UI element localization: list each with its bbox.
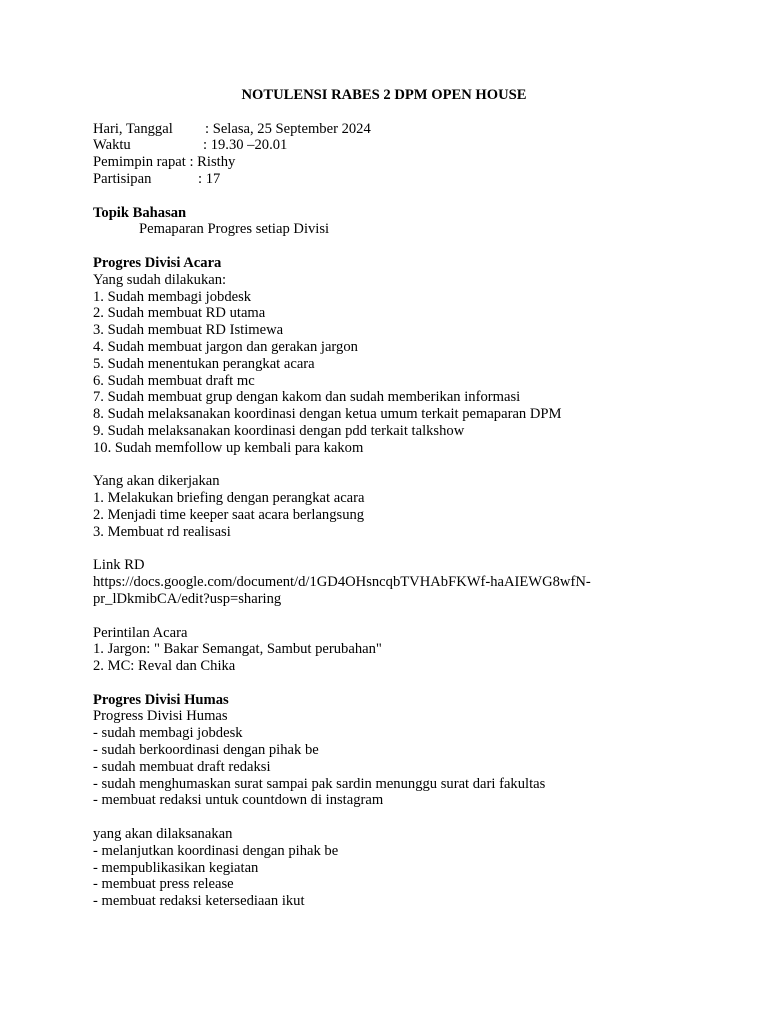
spacer (93, 188, 728, 205)
meta-label: Partisipan (93, 170, 152, 187)
list-item: - membuat press release (93, 876, 234, 893)
meta-value: : Risthy (189, 154, 236, 171)
list-item: 2. MC: Reval dan Chika (93, 658, 236, 675)
meta-label: Hari, Tanggal (93, 120, 173, 137)
list-item: 5. Sudah menentukan perangkat acara (93, 355, 315, 372)
list-item: 7. Sudah membuat grup dengan kakom dan sudah memberikan informasi (93, 389, 521, 406)
list-item: 2. Menjadi time keeper saat acara berlangsung (93, 506, 365, 523)
spacer (93, 238, 728, 255)
section-heading-topik: Topik Bahasan (93, 204, 187, 221)
perintilan-label: Perintilan Acara (93, 624, 188, 641)
meta-row-partisipan (93, 171, 728, 188)
list-item: 9. Sudah melaksanakan koordinasi dengan pdd terkait talkshow (93, 422, 465, 439)
list-item: - membuat redaksi untuk countdown di instagram (93, 792, 384, 809)
list-item: 2. Sudah membuat RD utama (93, 305, 266, 322)
humas-sub-label: Progress Divisi Humas (93, 708, 228, 725)
list-item: - melanjutkan koordinasi dengan pihak be (93, 842, 339, 859)
meta-value: : 19.30 –20.01 (203, 137, 288, 154)
humas-todo-label: yang akan dilaksanakan (93, 826, 233, 843)
section-heading-acara: Progres Divisi Acara (93, 254, 222, 271)
acara-todo-label: Yang akan dikerjakan (93, 473, 220, 490)
list-item: 4. Sudah membuat jargon dan gerakan jargon (93, 338, 358, 355)
acara-done-label: Yang sudah dilakukan: (93, 271, 227, 288)
list-item: - sudah membagi jobdesk (93, 725, 243, 742)
document-title: NOTULENSI RABES 2 DPM OPEN HOUSE (241, 87, 527, 103)
list-item: 10. Sudah memfollow up kembali para kakom (93, 439, 364, 456)
list-item: 1. Sudah membagi jobdesk (93, 288, 252, 305)
spacer (93, 608, 728, 625)
meta-value: : Selasa, 25 September 2024 (205, 120, 371, 137)
list-item: 1. Melakukan briefing dengan perangkat acara (93, 490, 365, 507)
list-item: - membuat redaksi ketersediaan ikut (93, 893, 305, 910)
list-item: 3. Sudah membuat RD Istimewa (93, 322, 284, 339)
meta-label: Waktu (93, 137, 131, 154)
list-item: 6. Sudah membuat draft mc (93, 372, 255, 389)
list-item: - sudah membuat draft redaksi (93, 758, 271, 775)
link-rd-url-line-1[interactable]: https://docs.google.com/document/d/1GD4OHsncqbTVHAbFKWf-haAIEWG8wfN- (93, 574, 591, 591)
list-item: 3. Membuat rd realisasi (93, 523, 231, 540)
link-rd-url-line-2[interactable]: pr_lDkmibCA/edit?usp=sharing (93, 590, 282, 607)
meta-label: Pemimpin rapat (93, 154, 190, 171)
list-item: - sudah menghumaskan surat sampai pak sardin menunggu surat dari fakultas (93, 775, 546, 792)
list-item: 8. Sudah melaksanakan koordinasi dengan ketua umum terkait pemaparan DPM (93, 406, 562, 423)
link-rd-label: Link RD (93, 557, 145, 574)
meta-value: : 17 (198, 170, 221, 187)
list-item: 1. Jargon: " Bakar Semangat, Sambut perubahan" (93, 641, 382, 658)
spacer (93, 457, 728, 474)
list-item: - mempublikasikan kegiatan (93, 859, 259, 876)
meta-row-waktu (93, 137, 728, 154)
topik-text: Pemaparan Progres setiap Divisi (139, 221, 330, 238)
spacer (93, 809, 728, 826)
meta-row-hari-tanggal (93, 121, 728, 138)
spacer (93, 541, 728, 558)
section-heading-humas: Progres Divisi Humas (93, 691, 229, 708)
meta-row-pemimpin-rapat (93, 154, 728, 171)
list-item: - sudah berkoordinasi dengan pihak be (93, 742, 319, 759)
spacer (93, 675, 728, 692)
